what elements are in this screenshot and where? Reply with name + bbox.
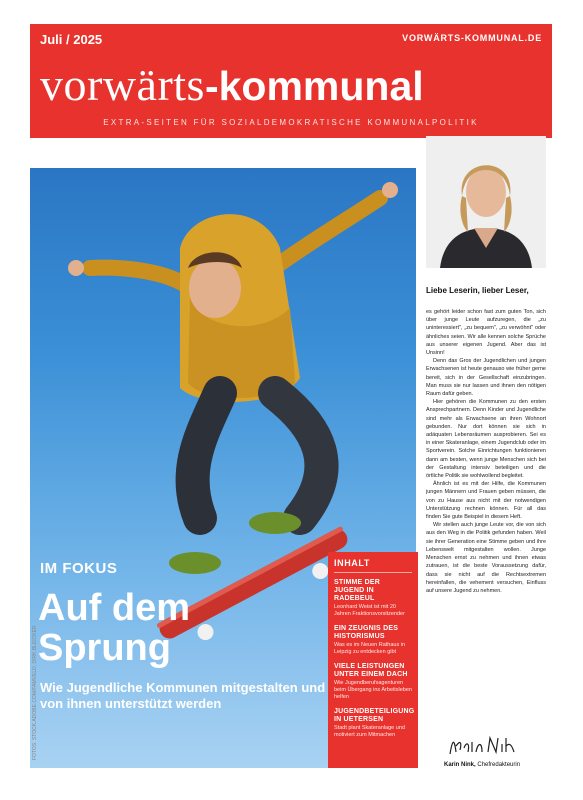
letter-paragraph: Ähnlich ist es mit der Hilfe, die Kommunen jungen Männern und Frauen geben müssen, die von zu Hause aus nicht mit der notwendigen Unterstützung rechnen können. Für all das finden Sie gute Beispiel in diesem Heft.	[426, 481, 546, 521]
author-name: Karin Nink,	[444, 762, 476, 768]
toc-item-subtitle: Stadt plant Skateranlage und motiviert zum Mitmachen	[334, 725, 405, 738]
toc-item-heading: VIELE LEISTUNGEN UNTER EINEM DACH	[334, 663, 408, 678]
portrait-illustration	[426, 136, 546, 268]
letter-paragraph: Wir stellen auch junge Leute vor, die von sich aus den Weg in die Politik gefunden haben. Weil sie ihrer Generation eine Stimme geben und ihre Lebenswelt mitgestalten wollen. Junge Menschen ernst zu nehmen und ihnen etwas zutrauen, ist die beste Voraussetzung dafür, dass sie nicht auf die Rechtsextremen hereinfallen, die vehement versuchen, Einfluss auf unsere Jugend zu nehmen.	[426, 522, 546, 594]
letter-paragraph: es gehört leider schon fast zum guten Ton, sich über junge Leute aufzuregen, die „zu uninteressiert", „zu bequem", „zu verwöhnt" oder ähnliches seien. Wir alle kennen solche Sprüche aus unserer eigenen Jugend. Aber das ist Unsinn!	[426, 309, 546, 357]
toc-item[interactable]	[334, 663, 412, 701]
toc-item-heading: JUGENDBETEILIGUNG IN UETERSEN	[334, 708, 415, 723]
issue-date: Juli / 2025	[40, 32, 103, 47]
cover-headline: Auf dem Sprung	[38, 587, 190, 669]
cover-deck: Wie Jugendliche Kommunen mitgestalten und von ihnen unterstützt werden	[40, 680, 326, 711]
masthead-logo-part1: vorwärts	[40, 59, 205, 110]
masthead-band	[30, 24, 552, 138]
photo-credit: FOTOS: STOCK.ADOBE.COM/FAMVELD, DIRK BLEICKER	[32, 625, 38, 760]
author-signoff	[444, 762, 520, 768]
letter-greeting: Liebe Leserin, lieber Leser,	[426, 286, 529, 295]
toc-title: INHALT	[334, 558, 412, 573]
toc-item-heading: STIMME DER JUGEND IN RADEBEUL	[334, 579, 380, 602]
toc-item[interactable]	[334, 625, 412, 656]
author-role: Chefredakteurin	[477, 762, 521, 768]
section-kicker: IM FOKUS	[40, 560, 118, 577]
editorial-letter	[426, 308, 546, 595]
letter-paragraph: Denn das Gros der Jugendlichen und jungen Erwachsenen ist heute genauso wie früher gerne bereit, sich in der Gesellschaft einzubringen. Man muss sie nur lassen und ihnen den nötigen Raum dafür geben.	[426, 358, 546, 398]
toc-item[interactable]	[334, 708, 415, 739]
masthead-logo-part2: -kommunal	[204, 63, 424, 109]
table-of-contents	[328, 552, 418, 768]
toc-item-subtitle: Was es im Neuen Rathaus in Leipzig zu entdecken gibt	[334, 642, 406, 655]
toc-item[interactable]	[334, 579, 412, 618]
masthead-logo	[40, 59, 424, 110]
handwritten-signature	[446, 732, 516, 760]
site-url[interactable]: VORWÄRTS-KOMMUNAL.DE	[402, 33, 542, 43]
letter-paragraph: Hier gehören die Kommunen zu den ersten Ansprechpartnern. Denn Kinder und Jugendliche sind mehr als Erwachsene an ihren Wohnort gebunden. Nur dort können sie sich in adäquaten Lebensräumen ausprobieren. Sei es in einer Skateranlage, einem Jugendclub oder im Sportverein. Solche Einrichtungen funktionieren dann am besten, wenn junge Menschen sich bei der Gestaltung intensiv beteiligen und die örtliche Politik sie wohlwollend begleitet.	[426, 399, 546, 480]
toc-item-heading: EIN ZEUGNIS DES HISTORISMUS	[334, 625, 399, 640]
masthead-tagline: EXTRA-SEITEN FÜR SOZIALDEMOKRATISCHE KOMMUNALPOLITIK	[103, 118, 479, 127]
editor-portrait	[426, 136, 546, 268]
toc-item-subtitle: Wie Jugendberufsagenturen beim Übergang ins Arbeitsleben helfen	[334, 680, 412, 700]
toc-item-subtitle: Leonhard Weist ist mit 20 Jahren Fraktionsvorsitzender	[334, 604, 405, 617]
